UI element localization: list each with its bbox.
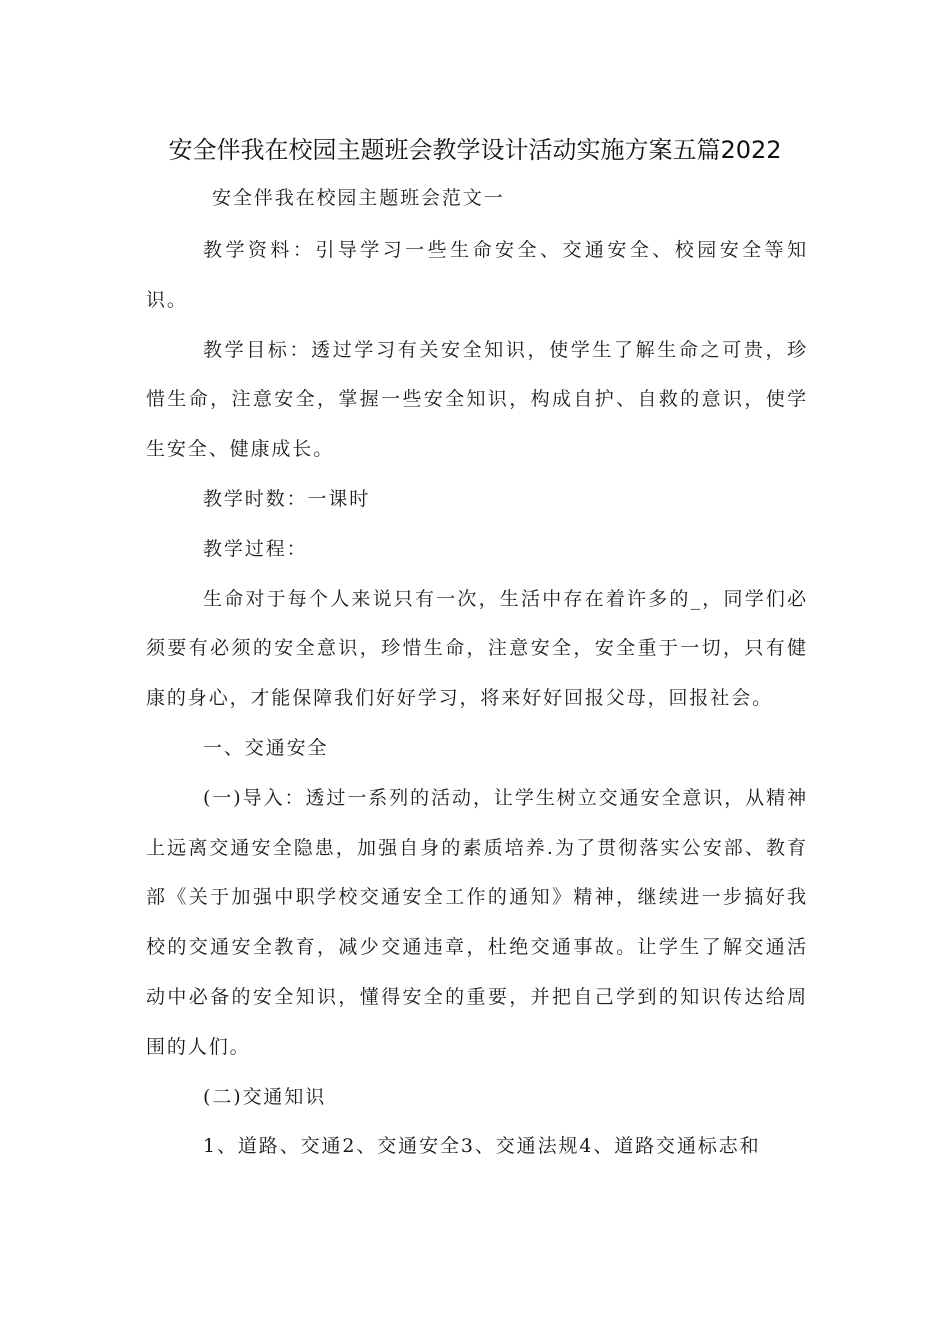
document-subtitle: 安全伴我在校园主题班会范文一 <box>212 187 505 209</box>
section-heading-traffic-knowledge: (二)交通知识 <box>203 1085 327 1108</box>
paragraph-teaching-process: 教学过程： <box>203 537 308 560</box>
paragraph-teaching-material: 教学资料：引导学习一些生命安全、交通安全、校园安全等知识。 <box>146 239 808 311</box>
paragraph-teaching-goal: 教学目标：透过学习有关安全知识，使学生了解生命之可贵，珍惜生命，注意安全，掌握一些安全知识，构成自护、自救的意识，使学生安全、健康成长。 <box>146 338 808 461</box>
section-heading-traffic-safety: 一、交通安全 <box>203 736 329 759</box>
paragraph-traffic-list: 1、道路、交通2、交通安全3、交通法规4、道路交通标志和 <box>203 1135 761 1158</box>
paragraph-teaching-hours: 教学时数：一课时 <box>203 487 371 510</box>
document-body <box>146 226 808 1172</box>
paragraph-traffic-intro: (一)导入：透过一系列的活动，让学生树立交通安全意识，从精神上远离交通安全隐患，加强自身的素质培养.为了贯彻落实公安部、教育部《关于加强中职学校交通安全工作的通知》精神，继续进一步搞好我校的交通安全教育，减少交通违章，杜绝交通事故。让学生了解交通活动中必备的安全知识，懂得安全的重要，并把自己学到的知识传达给周围的人们。 <box>146 786 808 1058</box>
document-title: 安全伴我在校园主题班会教学设计活动实施方案五篇2022 <box>168 136 782 164</box>
paragraph-life-intro: 生命对于每个人来说只有一次，生活中存在着许多的_，同学们必须要有必须的安全意识，珍惜生命，注意安全，安全重于一切，只有健康的身心，才能保障我们好好学习，将来好好回报父母，回报社会。 <box>146 587 808 710</box>
